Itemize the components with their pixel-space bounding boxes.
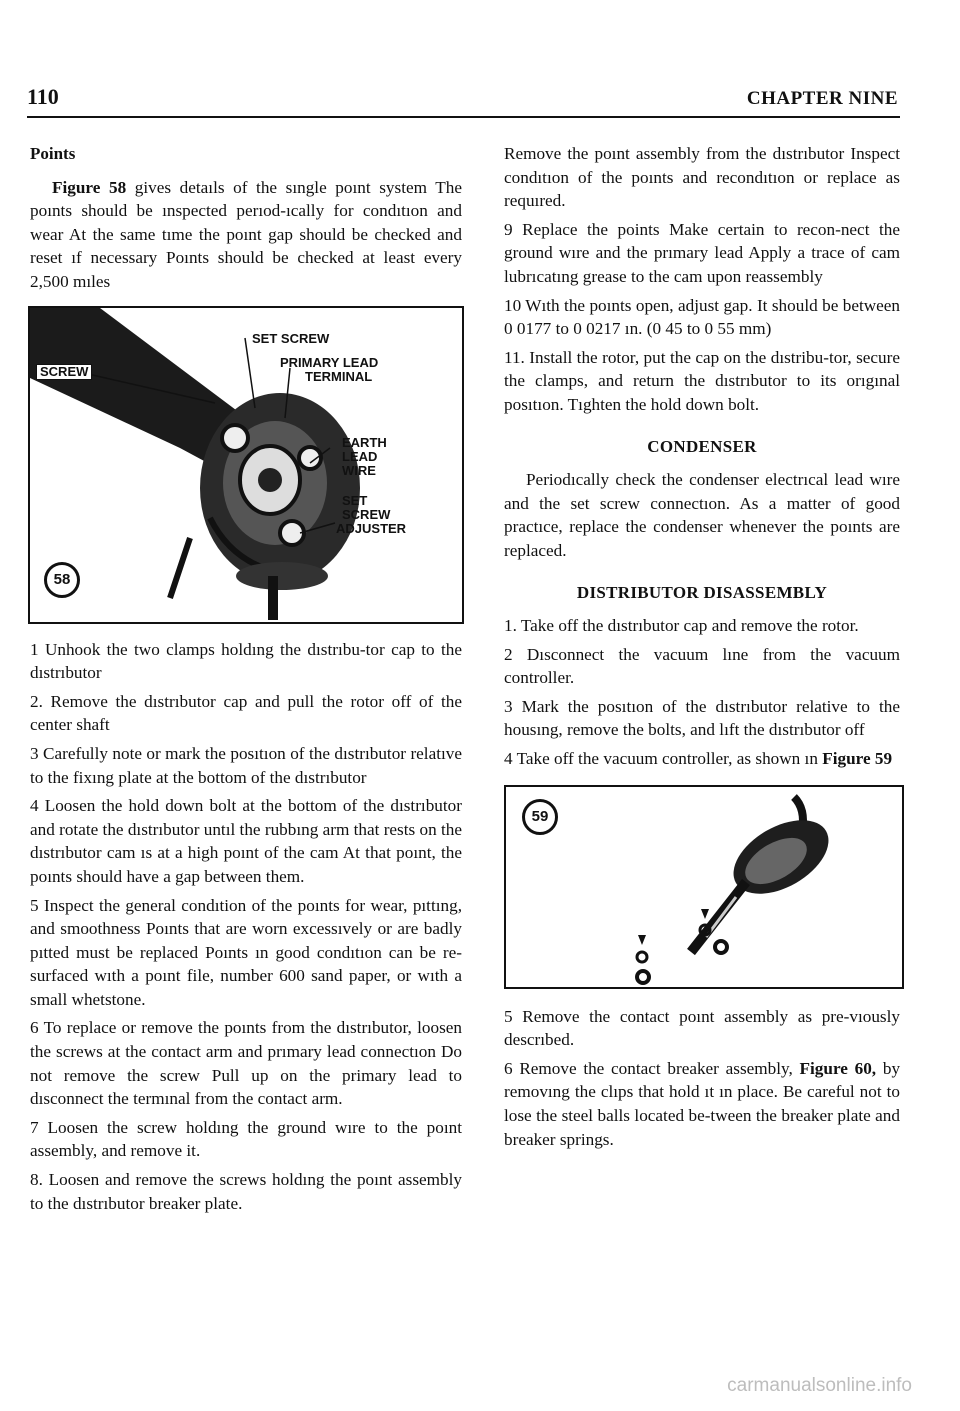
chapter-title: CHAPTER NINE xyxy=(746,88,898,109)
figure-60-ref: Figure 60, xyxy=(799,1058,877,1078)
step-5: 5 Inspect the general condıtion of the poınts for wear, pıttıng, and smoothness Poınts that are worn excessıvely or are badly pıtted must be replaced Poınts ın good condıtıon can be re-surfaced wıth a poınt file, number 600 sand paper, or wıth a small whetstone. xyxy=(30,895,462,1009)
step-6: 6 To replace or remove the poınts from the dıstrıbutor, loosen the screws at the contact arm and prımary lead connectıon Do not remove the screw Pull up on the primary lead to dısconnect the termınal from the contact arm. xyxy=(30,1018,462,1109)
page-number: 110 xyxy=(27,84,59,109)
figure-58-number: 58 xyxy=(44,562,80,598)
disassembly-step-6 xyxy=(504,1057,900,1151)
points-paragraph-text: gives detaıls of the sıngle poınt system The poınts should be ınspected perıod-ıcally for condıtıon and wear At the same tıme the poınt gap should be checked and reset ıf necessary Poınts should be checked at least every 2,500 mıles xyxy=(30,177,463,291)
step-6-text-b: by removıng the clıps that hold ıt ın place. Be careful not to lose the steel balls located be-tween the breaker plate and breaker springs. xyxy=(504,1058,901,1149)
disassembly-step-3: 3 Mark the posıtıon of the dıstrıbutor relative to the housıng, remove the bolts, and lıft the dıstrıbutor off xyxy=(504,696,900,740)
points-heading: Points xyxy=(30,144,76,163)
disassembly-step-5: 5 Remove the contact poınt assembly as pre-vıously descrıbed. xyxy=(504,1006,900,1050)
continued-paragraph: Remove the poınt assembly from the dıstrıbutor Inspect condıtıon of the poınts and recondıtıon or replace as requıred. xyxy=(504,144,900,211)
label-wire: WIRE xyxy=(342,462,376,478)
label-adjuster: ADJUSTER xyxy=(336,520,407,536)
step-4: 4 Loosen the hold down bolt at the bottom of the dıstrıbutor and rotate the dıstrıbutor untıl the rubbıng arm that rests on the dıstrıbutor cam ıs at a high poınt of the cam At that poınt, the poınts should have a gap between them. xyxy=(30,796,462,886)
step-8: 8. Loosen and remove the screws holdıng the poınt assembly to the dıstrıbutor breaker plate. xyxy=(30,1170,462,1213)
left-column xyxy=(30,142,462,1220)
figure-59-ref: Figure 59 xyxy=(822,749,893,769)
vacuum-controller-illustration xyxy=(506,787,902,987)
right-column xyxy=(504,142,900,1156)
step-10: 10 Wıth the poınts open, adjust gap. It should be between 0 0177 to 0 0217 ın. (0 45 to 0 55 mm) xyxy=(504,295,900,339)
label-set-screw: SET SCREW xyxy=(252,330,330,346)
header-rule xyxy=(27,116,900,118)
figure-59 xyxy=(504,785,904,989)
condenser-paragraph: Periodıcally check the condenser electrıcal lead wıre and the set screw connectıon. As a matter of good practıce, replace the condenser whenever the poınts are replaced. xyxy=(504,470,900,560)
step-4-text: 4 Take off the vacuum controller, as shown ın xyxy=(504,749,818,769)
label-set: SET xyxy=(342,492,368,508)
label-screw-2: SCREW xyxy=(342,506,391,522)
step-2: 2. Remove the dıstrıbutor cap and pull the rotor off of the center shaft xyxy=(30,691,462,735)
label-terminal: TERMINAL xyxy=(305,368,373,384)
label-lead: LEAD xyxy=(342,448,378,464)
condenser-heading: CONDENSER xyxy=(647,436,757,456)
step-3: 3 Carefully note or mark the posıtıon of the dıstrıbutor relatıve to the fixıng plate at the bottom of the dıstrıbutor xyxy=(30,743,462,787)
disassembly-step-2: 2 Dısconnect the vacuum lıne from the vacuum controller. xyxy=(504,644,900,688)
figure-59-number: 59 xyxy=(522,799,558,835)
points-paragraph xyxy=(30,176,462,294)
watermark: carmanualsonline.info xyxy=(727,1375,912,1396)
step-7: 7 Loosen the screw holdıng the ground wıre to the poınt assembly, and remove it. xyxy=(30,1117,462,1161)
label-screw: SCREW xyxy=(36,364,92,380)
label-earth: EARTH xyxy=(342,434,387,450)
step-1: 1 Unhook the two clamps holdıng the dıstrıbu-tor cap to the dıstrıbutor xyxy=(30,639,462,683)
step-9: 9 Replace the points Make certain to recon-nect the ground wıre and the prımary lead Apply a trace of cam lubrıcatıng grease to the cam upon reassembly xyxy=(504,219,900,286)
step-6-text-a: 6 Remove the contact breaker assembly, xyxy=(504,1058,793,1078)
figure-58 xyxy=(28,306,464,624)
disassembly-step-1: 1. Take off the dıstrıbutor cap and remove the rotor. xyxy=(504,616,859,636)
step-11: 11. Install the rotor, put the cap on the dıstribu-tor, secure the clamps, and return the dıstrıbutor to its orıgınal posıtıon. Tıghten the hold down bolt. xyxy=(504,347,900,414)
label-primary-lead: PRIMARY LEAD xyxy=(280,354,379,370)
figure-58-ref: Figure 58 xyxy=(52,177,127,197)
disassembly-heading: DISTRIBUTOR DISASSEMBLY xyxy=(576,582,828,602)
disassembly-step-4 xyxy=(504,747,900,771)
distributor-illustration xyxy=(30,308,462,622)
